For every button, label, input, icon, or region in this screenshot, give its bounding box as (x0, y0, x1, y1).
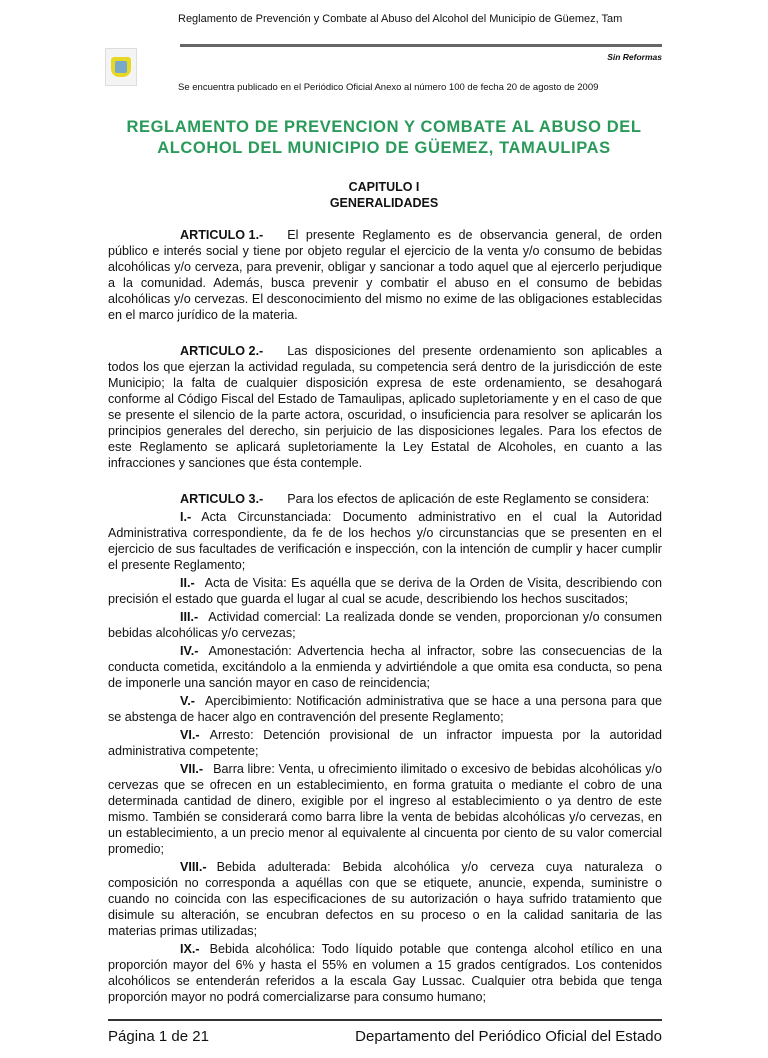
chapter-name: GENERALIDADES (329, 196, 439, 210)
article-label: ARTICULO 1.- (180, 228, 264, 242)
definition-item (108, 643, 662, 691)
footer-department: Departamento del Periódico Oficial del Estado (355, 1028, 662, 1045)
item-text: Actividad comercial: La realizada donde se venden, proporcionan y/o consumen bebidas alcohólicas y/o cervezas; (108, 610, 662, 640)
article-1 (108, 227, 662, 323)
page-footer (108, 1019, 662, 1046)
article-label: ARTICULO 2.- (180, 344, 264, 358)
item-text: Acta de Visita: Es aquélla que se deriva de la Orden de Visita, describiendo con precisión el estado que guarda el lugar al cual se acude, describiendo los hechos suscitados; (108, 576, 662, 606)
definition-item (108, 609, 662, 641)
document-body (108, 227, 662, 1005)
item-label: II.- (180, 576, 195, 590)
document-title (100, 117, 668, 159)
item-text: Acta Circunstanciada: Documento administrativo en el cual la Autoridad Administrativa correspondiente, da fe de los hechos y/o circunstancias que se presenten en el ejercicio de sus facultades de verificación e inspección, con la intención de cumplir y hacer cumplir el presente Reglamento; (108, 510, 662, 572)
title-line-2: ALCOHOL DEL MUNICIPIO DE GÜEMEZ, TAMAULIPAS (157, 139, 611, 157)
item-text: Bebida alcohólica: Todo líquido potable que contenga alcohol etílico en una proporción mayor del 6% y hasta el 55% en volumen a 15 grados centígrados. Los contenidos alcohólicos se entenderán referidos a la escala Gay Lussac. Cualquier otra bebida que tenga proporción mayor no podrá comercializarse para consumo humano; (108, 942, 662, 1004)
article-3 (108, 491, 662, 507)
definition-item (108, 575, 662, 607)
definition-item (108, 727, 662, 759)
coat-of-arms-logo (105, 48, 137, 86)
item-label: V.- (180, 694, 195, 708)
item-text: Barra libre: Venta, u ofrecimiento ilimitado o excesivo de bebidas alcohólicas y/o cervezas que se ofrecen en un establecimiento, en forma gratuita o mediante el cobro de una determinada cantidad de dinero, exigible por el ingreso al establecimiento o ya dentro de este mismo. También se considerará como barra libre la venta de bebidas alcohólicas y/o cervezas, en un establecimiento, a un precio menor al equivalente al cincuenta por ciento de su valor comercial promedio; (108, 762, 662, 856)
definition-item (108, 941, 662, 1005)
chapter-number: CAPITULO I (348, 180, 420, 194)
item-label: VI.- (180, 728, 200, 742)
item-label: IV.- (180, 644, 199, 658)
article-2 (108, 343, 662, 471)
item-text: Arresto: Detención provisional de un infractor impuesta por la autoridad administrativa competente; (108, 728, 662, 758)
item-text: Bebida adulterada: Bebida alcohólica y/o cerveza cuya naturaleza o composición no corresponda a aquéllas con que se etiquete, anuncie, expenda, suministre o cuando no coincida con las especificaciones de su autorización o haya sufrido tratamiento que disimule su alteración, se encubran defectos en su proceso o en la calidad sanitaria de las materias primas utilizadas; (108, 860, 662, 938)
definition-item (108, 859, 662, 939)
definition-item (108, 509, 662, 573)
item-label: VIII.- (180, 860, 207, 874)
definition-item (108, 693, 662, 725)
page-number: Página 1 de 21 (108, 1028, 209, 1045)
item-text: Apercibimiento: Notificación administrativa que se hace a una persona para que se abstenga de hacer algo en contravención del presente Reglamento; (108, 694, 662, 724)
item-text: Amonestación: Advertencia hecha al infractor, sobre las consecuencias de la conducta cometida, excitándolo a la enmienda y advirtiéndole a que omita esa conducta, so pena de imponerle una sanción mayor en caso de reincidencia; (108, 644, 662, 690)
item-label: III.- (180, 610, 199, 624)
header-rule (180, 44, 662, 47)
chapter-heading (100, 179, 668, 211)
article-text: El presente Reglamento es de observancia general, de orden público e interés social y tiene por objeto regular el ejercicio de la venta y/o consumo de bebidas alcohólicas y/o cerveza, para prevenir, obligar y sancionar a todo aquel que al ejercerlo perjudique a la comunidad. Además, busca prevenir y combatir el abuso en el consumo de bebidas alcohólicas y/o cervezas. El desconocimiento del mismo no exime de las obligaciones establecidas en el marco jurídico de la materia. (108, 228, 662, 322)
running-title: Reglamento de Prevención y Combate al Abuso del Alcohol del Municipio de Güemez, Tam (178, 13, 623, 25)
definition-item (108, 761, 662, 857)
status-label: Sin Reformas (607, 52, 662, 62)
item-label: VII.- (180, 762, 204, 776)
article-text: Las disposiciones del presente ordenamiento son aplicables a todos los que ejerzan la actividad regulada, su competencia será dentro de la jurisdicción de este Municipio; la falta de cualquier disposición expresa de este ordenamiento, se desahogará conforme al Código Fiscal del Estado de Tamaulipas, aplicado supletoriamente y en el caso de que se presente el silencio de la parte actora, oscuridad, o insuficiencia para resolver se aplicarán los principios generales del derecho, sin perjuicio de las disposiciones legales. Para los efectos de este Reglamento se aplicará supletoriamente la Ley Estatal de Alcoholes, en cuanto a las infracciones y sanciones que ésta contemple. (108, 344, 662, 470)
item-label: IX.- (180, 942, 200, 956)
publication-note: Se encuentra publicado en el Periódico Oficial Anexo al número 100 de fecha 20 de agosto de 2009 (178, 82, 599, 93)
article-text: Para los efectos de aplicación de este Reglamento se considera: (287, 492, 650, 506)
article-label: ARTICULO 3.- (180, 492, 264, 506)
item-label: I.- (180, 510, 192, 524)
title-line-1: REGLAMENTO DE PREVENCION Y COMBATE AL ABUSO DEL (126, 118, 642, 136)
